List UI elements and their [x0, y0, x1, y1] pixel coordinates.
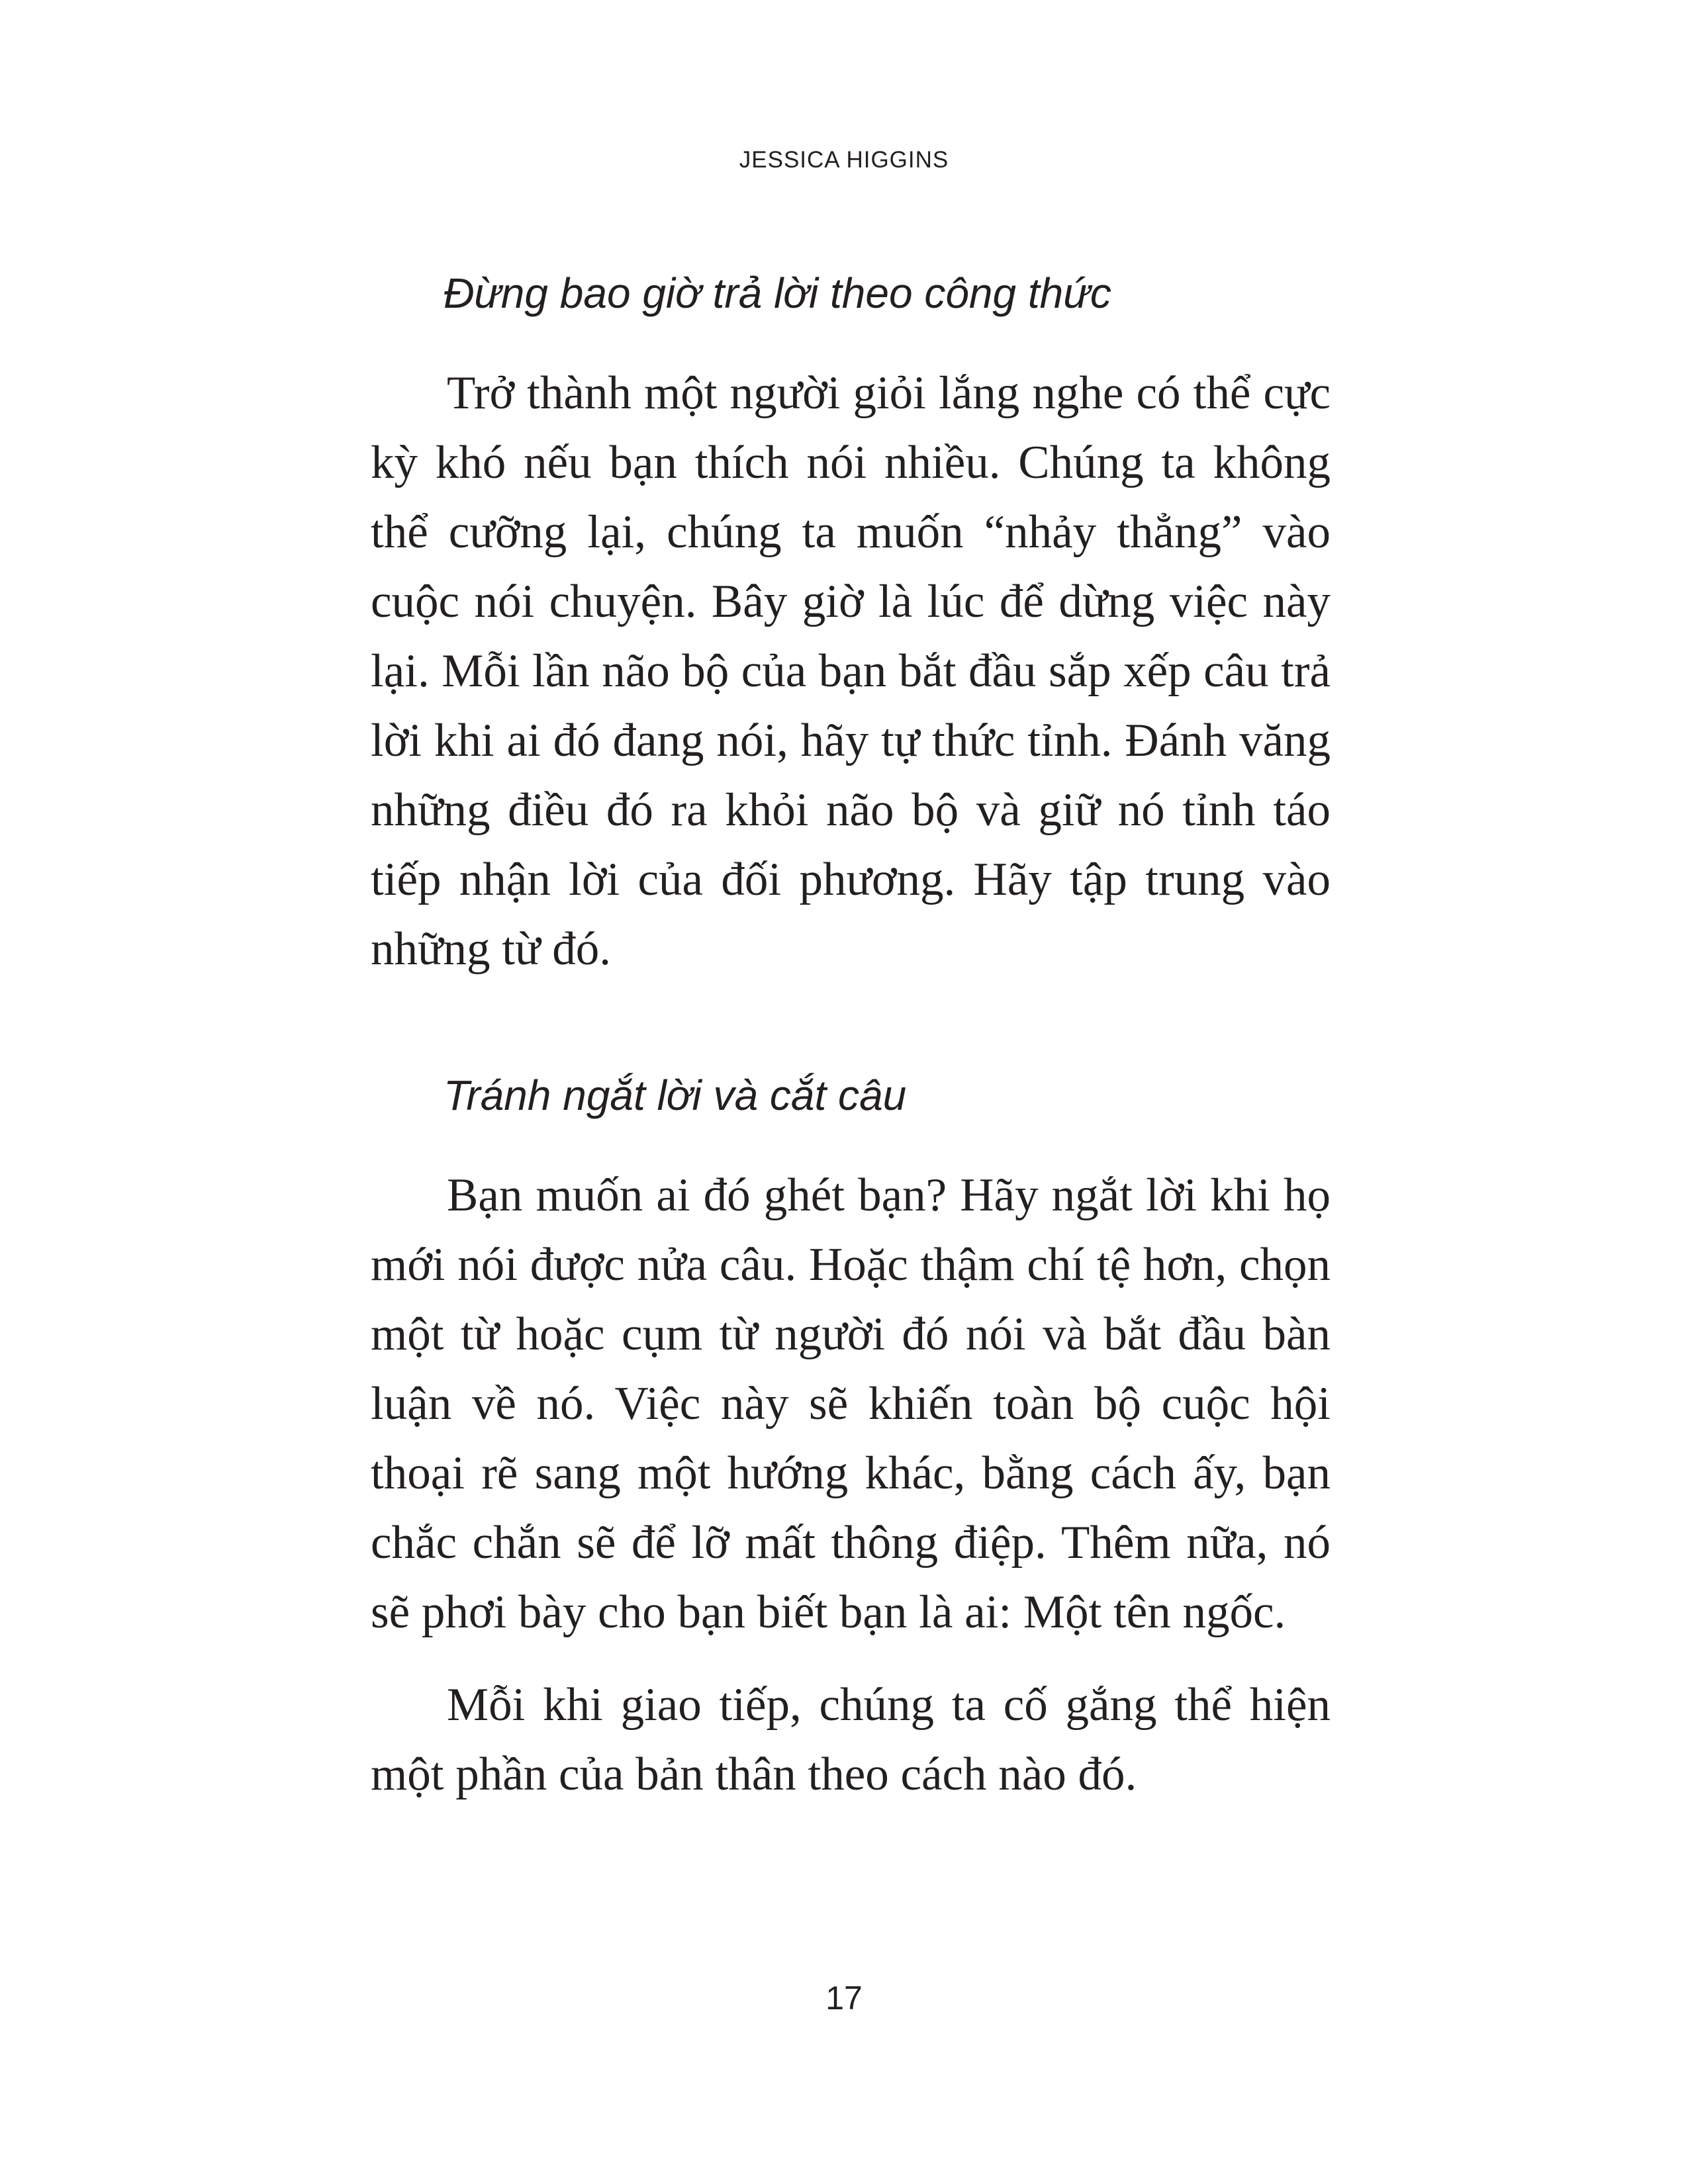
section-1-paragraph-1: Trở thành một người giỏi lắng nghe có thể cực kỳ khó nếu bạn thích nói nhiều. Chúng ta không thể cưỡng lại, chúng ta muốn “nhảy thẳng” vào cuộc nói chuyện. Bây giờ là lúc để dừng việc này lại. Mỗi lần não bộ của bạn bắt đầu sắp xếp câu trả lời khi ai đó đang nói, hãy tự thức tỉnh. Đánh văng những điều đó ra khỏi não bộ và giữ nó tỉnh táo tiếp nhận lời của đối phương. Hãy tập trung vào những từ đó. [371, 367, 1331, 975]
section-heading-2: Tránh ngắt lời và cắt câu [444, 1071, 907, 1119]
section-heading-1: Đừng bao giờ trả lời theo công thức [444, 269, 1111, 317]
section-2-paragraph-1: Bạn muốn ai đó ghét bạn? Hãy ngắt lời khi họ mới nói được nửa câu. Hoặc thậm chí tệ hơn, chọn một từ hoặc cụm từ người đó nói và bắt đầu bàn luận về nó. Việc này sẽ khiến toàn bộ cuộc hội thoại rẽ sang một hướng khác, bằng cách ấy, bạn chắc chắn sẽ để lỡ mất thông điệp. Thêm nữa, nó sẽ phơi bày cho bạn biết bạn là ai: Một tên ngốc. [371, 1169, 1331, 1638]
page-number: 17 [825, 1979, 863, 2017]
page-body [371, 268, 1331, 1809]
section-2-paragraph-2: Mỗi khi giao tiếp, chúng ta cố gắng thể hiện một phần của bản thân theo cách nào đó. [371, 1678, 1331, 1800]
running-header-author: JESSICA HIGGINS [739, 147, 949, 173]
